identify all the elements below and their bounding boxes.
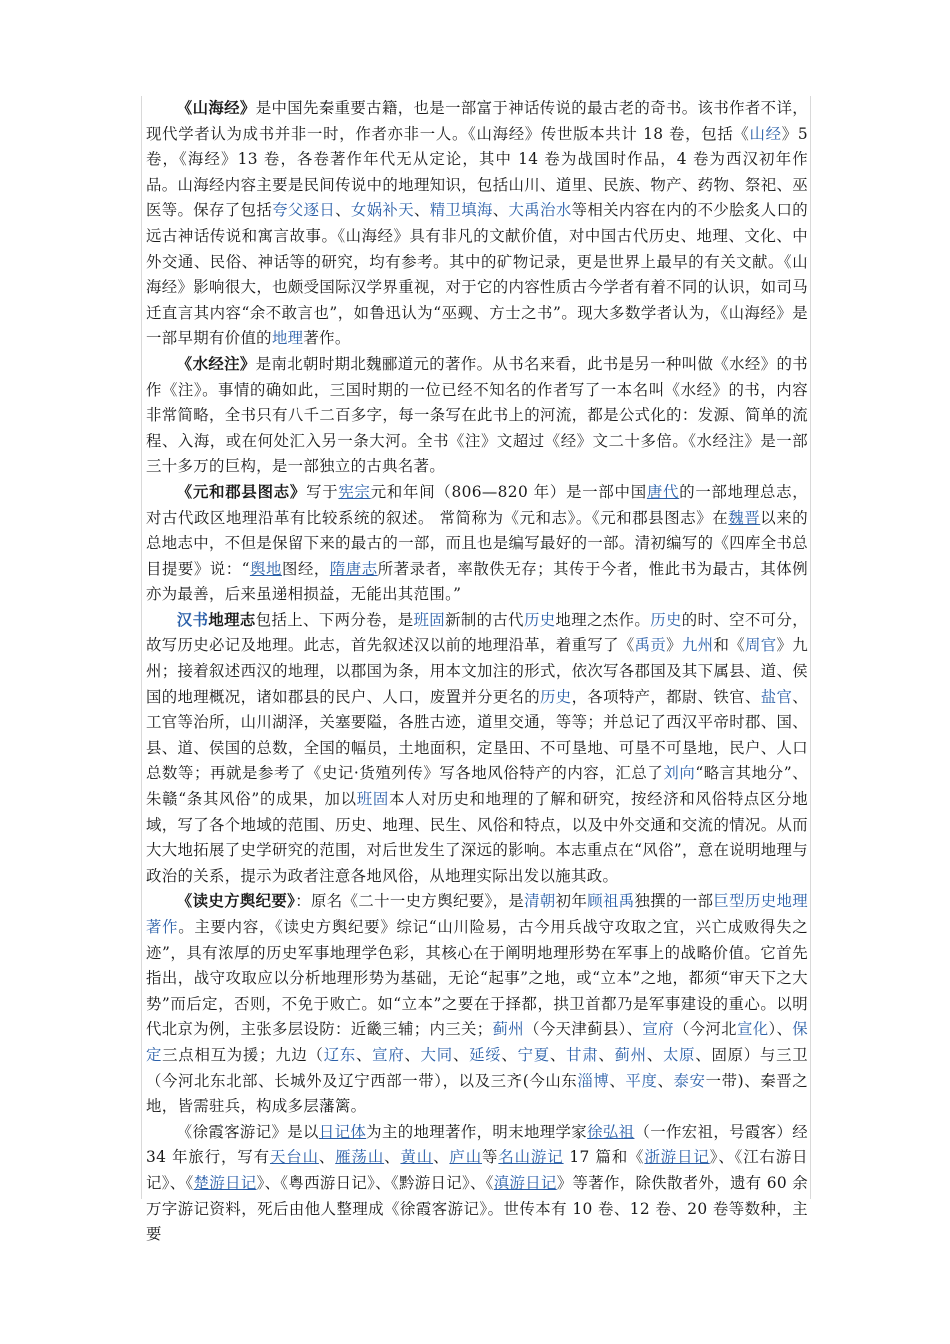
inline-link[interactable]: 地理: [271, 329, 304, 348]
text-run: 所著录者，率散佚无存；其传于今者，惟此书为最古，其体例亦为最善，后来虽递相损益，无能出其范围。”: [146, 559, 808, 604]
inline-link[interactable]: 夸父逐日: [272, 201, 336, 220]
inline-link[interactable]: 平度: [625, 1071, 658, 1090]
text-run: 、: [335, 201, 351, 220]
inline-link[interactable]: 班固: [356, 790, 390, 809]
inline-link[interactable]: 雁荡山: [335, 1148, 385, 1167]
inline-link[interactable]: 班固: [413, 610, 446, 629]
text-run: ：原名《二十一史方舆纪要》，是: [295, 892, 525, 911]
inline-link[interactable]: 周官: [744, 636, 777, 655]
inline-link[interactable]: 精卫填海: [429, 201, 493, 220]
inline-link[interactable]: 大同: [420, 1045, 453, 1064]
text-run: （今天津蓟县）、: [524, 1020, 643, 1039]
text-run: 的时、空不可分，故写历史必记及地理。此志，首先叙述汉以前的地理沿革，着重写了《: [146, 610, 808, 655]
text-run: “略言其地分”、朱赣“条其风俗”的成果，加以: [146, 764, 808, 809]
paragraph: [146, 1120, 808, 1248]
book-title: 地理志: [208, 610, 256, 629]
inline-link[interactable]: 宣府: [642, 1020, 674, 1039]
inline-link[interactable]: 泰安: [673, 1071, 706, 1090]
inline-link[interactable]: 浙游日记: [644, 1148, 710, 1167]
document-page: [141, 96, 811, 1244]
inline-link[interactable]: 顾祖禹: [587, 892, 635, 911]
text-run: 》九州；接着叙述西汉的地理，以郡国为条，用本文加注的形式，依次写各郡国及其下属县、道、侯国的地理概况，诸如郡县的民户、人口，废置并分更名的: [146, 636, 809, 706]
text-run: 、: [413, 201, 430, 220]
inline-link[interactable]: 徐弘祖: [587, 1122, 635, 1141]
inline-link[interactable]: 盐官: [760, 687, 793, 706]
inline-link[interactable]: 山经: [749, 124, 782, 143]
inline-link[interactable]: 楚游日记: [193, 1173, 257, 1192]
text-run: 》: [666, 636, 682, 655]
paragraph: [146, 608, 808, 890]
paragraph: [146, 352, 808, 480]
title-link[interactable]: 汉书: [176, 610, 209, 629]
text-run: 独撰的一部: [634, 892, 714, 911]
inline-link[interactable]: 蓟州: [492, 1020, 525, 1039]
text-run: 、: [657, 1071, 674, 1090]
text-run: 、: [433, 1148, 450, 1167]
book-title: 《山海经》: [176, 99, 256, 117]
inline-link[interactable]: 禹贡: [634, 636, 667, 655]
inline-link[interactable]: 天台山: [269, 1148, 319, 1167]
text-run: 的一部地理总志，对古代政区地理沿革有比较系统的叙述。 常简称为《元和志》。《元和郡县图志》在: [146, 482, 809, 527]
text-run: 、: [452, 1045, 470, 1064]
text-run: 《徐霞客游记》是以: [176, 1122, 319, 1141]
text-run: 、: [609, 1071, 626, 1090]
text-run: 等: [482, 1148, 499, 1167]
text-run: 、固原）与三卫（今河北东北部、长城外及辽宁西部一带），以及三齐(今山东: [146, 1045, 808, 1090]
inline-link[interactable]: 唐代: [646, 482, 680, 501]
inline-link[interactable]: 滇游日记: [493, 1173, 557, 1192]
text-run: 包括上、下两分卷，是: [255, 610, 414, 629]
inline-link[interactable]: 隋唐志: [329, 559, 378, 578]
inline-link[interactable]: 九州: [681, 636, 714, 655]
inline-link[interactable]: 魏晋: [728, 508, 761, 527]
document-body: [142, 96, 810, 1248]
text-run: 》等著作，除佚散者外，遗有 60 余万字游记资料，死后由他人整理成《徐霞客游记》。世传本有 10 卷、12 卷、20 卷等数种，主要: [146, 1173, 808, 1244]
text-run: 三点相互为援；九边（: [162, 1045, 324, 1064]
inline-link[interactable]: 历史: [650, 610, 682, 629]
book-title: 《元和郡县图志》: [176, 482, 307, 501]
text-run: 17 篇和《: [563, 1148, 645, 1167]
text-run: 、: [492, 201, 509, 220]
inline-link[interactable]: 庐山: [449, 1148, 483, 1167]
text-run: 、: [356, 1045, 373, 1064]
text-run: 。主要内容，《读史方舆纪要》综记“山川险易，古今用兵战守攻取之宜，兴亡成败得失之迹”，具有浓厚的历史军事地理学色彩，其核心在于阐明地理形势在军事上的战略价值。它首先指出，战守攻取应以分析地理形势为基础，无论“起事”之地，或“立本”之地，都须“审天下之大势”而后定，否则，不免于败亡。如“立本”之要在于择都，拱卫首都乃是军事建设的重心。以明代北京为例，主张多层设防：近畿三辅；内三关；: [146, 918, 809, 1039]
inline-link[interactable]: 舆地: [249, 559, 282, 578]
inline-link[interactable]: 黄山: [400, 1148, 434, 1167]
text-run: 为主的地理著作，明末地理学家: [366, 1122, 588, 1141]
text-run: （一作宏祖，号霞客）经 34 年旅行，写有: [146, 1122, 808, 1167]
text-run: 等相关内容在内的不少脍炙人口的远古神话传说和寓言故事。《山海经》具有非凡的文献价值，对中国古代历史、地理、文化、中外交通、民俗、神话等的研究，均有参考。其中的矿物记录，更是世界上最早的有关文献。《山海经》影响很大，也颇受国际汉学界重视，对于它的内容性质古今学者有着不同的认识，如司马迁直言其内容“余不敢言也”，如鲁迅认为“巫觋、方士之书”。现大多数学者认为，《山海经》是一部早期有价值的: [146, 201, 808, 348]
paragraph: [146, 480, 808, 608]
inline-link[interactable]: 日记体: [318, 1122, 367, 1141]
inline-link[interactable]: 清朝: [524, 892, 556, 911]
inline-link[interactable]: 刘向: [663, 764, 696, 783]
text-run: 著作。: [303, 329, 351, 348]
paragraph: [146, 96, 808, 352]
text-run: （今河北: [673, 1020, 737, 1039]
text-run: 地理之杰作。: [555, 610, 651, 629]
inline-link[interactable]: 甘肃: [566, 1045, 599, 1064]
inline-link[interactable]: 历史: [540, 687, 572, 706]
inline-link[interactable]: 名山游记: [498, 1148, 564, 1167]
text-run: 、: [384, 1148, 401, 1167]
text-run: 图经，: [282, 559, 330, 578]
text-run: 是中国先秦重要古籍，也是一部富于神话传说的最古老的奇书。该书作者不详，现代学者认为成书并非一时，作者亦非一人。《山海经》传世版本共计 18 卷，包括《: [146, 99, 808, 143]
text-run: 写于: [306, 482, 339, 501]
text-run: 初年: [555, 892, 588, 911]
book-title: 《水经注》: [176, 354, 256, 373]
inline-link[interactable]: 太原: [662, 1045, 696, 1064]
inline-link[interactable]: 淄博: [577, 1071, 610, 1090]
inline-link[interactable]: 宪宗: [338, 482, 371, 501]
text-run: 、: [646, 1045, 663, 1064]
inline-link[interactable]: 历史: [523, 610, 556, 629]
text-run: 、工官等治所，山川湖泽，关塞要隘，各胜古迹，道里交通，等等；并总记了西汉平帝时郡、国、县、道、侯国的总数，全国的幅员，土地面积，定垦田、不可垦地、可垦不可垦地，民户、人口总数等；再就是参考了《史记·货殖列传》写各地风俗特产的内容，汇总了: [146, 687, 808, 783]
paragraph: [146, 889, 808, 1119]
text-run: 一带)、秦晋之地，皆需驻兵，构成多层藩篱。: [146, 1071, 809, 1116]
text-run: 、: [501, 1045, 518, 1064]
text-run: 》5 卷，《海经》13 卷，各卷著作年代无从定论，其中 14 卷为战国时作品，4 卷为西汉初年作品。山海经内容主要是民间传说中的地理知识，包括山川、道里、民族、物产、药物、祭祀、巫医等。保存了包括: [146, 124, 809, 220]
text-run: 》、《粤西游日记》、《黔游日记》、《: [256, 1173, 494, 1192]
inline-link[interactable]: 巨型历史地理著作: [146, 892, 808, 936]
text-run: 以来的总地志中，不但是保留下来的最古的一部，而且也是编写最好的一部。清初编写的《四库全书总目提要》说：“: [146, 508, 808, 578]
text-run: 新制的古代: [445, 610, 524, 629]
text-run: 本人对历史和地理的了解和研究，按经济和风俗特点区分地域，写了各个地域的范围、历史、地理、民生、风俗和特点，以及中外交通和交流的情况。从而大大地拓展了史学研究的范围，对后世发生了深远的影响。本志重点在“风俗”，意在说明地理与政治的关系，提示为政者注意各地风俗，从地理实际出发以施其政。: [146, 790, 808, 885]
inline-link[interactable]: 宣化: [736, 1020, 769, 1039]
inline-link[interactable]: 延绥: [469, 1045, 502, 1064]
text-run: 、: [318, 1148, 336, 1167]
text-run: 》、《江右游日记》、《: [146, 1148, 808, 1192]
text-run: ）、: [768, 1020, 793, 1039]
text-run: 是南北朝时期北魏郦道元的著作。从书名来看，此书是另一种叫做《水经》的书作《注》。事情的确如此，三国时期的一位已经不知名的作者写了一本名叫《水经》的书，内容非常简略，全书只有八千二百多字，每一条写在此书上的河流，都是公式化的：发源、简单的流程、入海，或在何处汇入另一条大河。全书《注》文超过《经》文二十多倍。《水经注》是一部三十多万的巨构，是一部独立的古典名著。: [146, 354, 808, 476]
inline-link[interactable]: 蓟州: [614, 1045, 647, 1064]
text-run: 、: [598, 1045, 615, 1064]
text-run: ，各项特产，都尉、铁官、: [571, 687, 761, 706]
text-run: 和《: [713, 636, 745, 655]
inline-link[interactable]: 宁夏: [517, 1045, 550, 1064]
text-run: 、: [549, 1045, 567, 1064]
text-run: 、: [404, 1045, 421, 1064]
inline-link[interactable]: 辽东: [323, 1045, 357, 1064]
inline-link[interactable]: 大禹治水: [508, 201, 572, 220]
inline-link[interactable]: 女娲补天: [350, 201, 414, 220]
inline-link[interactable]: 保定: [146, 1020, 809, 1064]
book-title: 《读史方舆纪要》: [176, 892, 296, 911]
inline-link[interactable]: 宣府: [372, 1045, 405, 1064]
text-run: 元和年间（806—820 年）是一部中国: [370, 482, 647, 501]
